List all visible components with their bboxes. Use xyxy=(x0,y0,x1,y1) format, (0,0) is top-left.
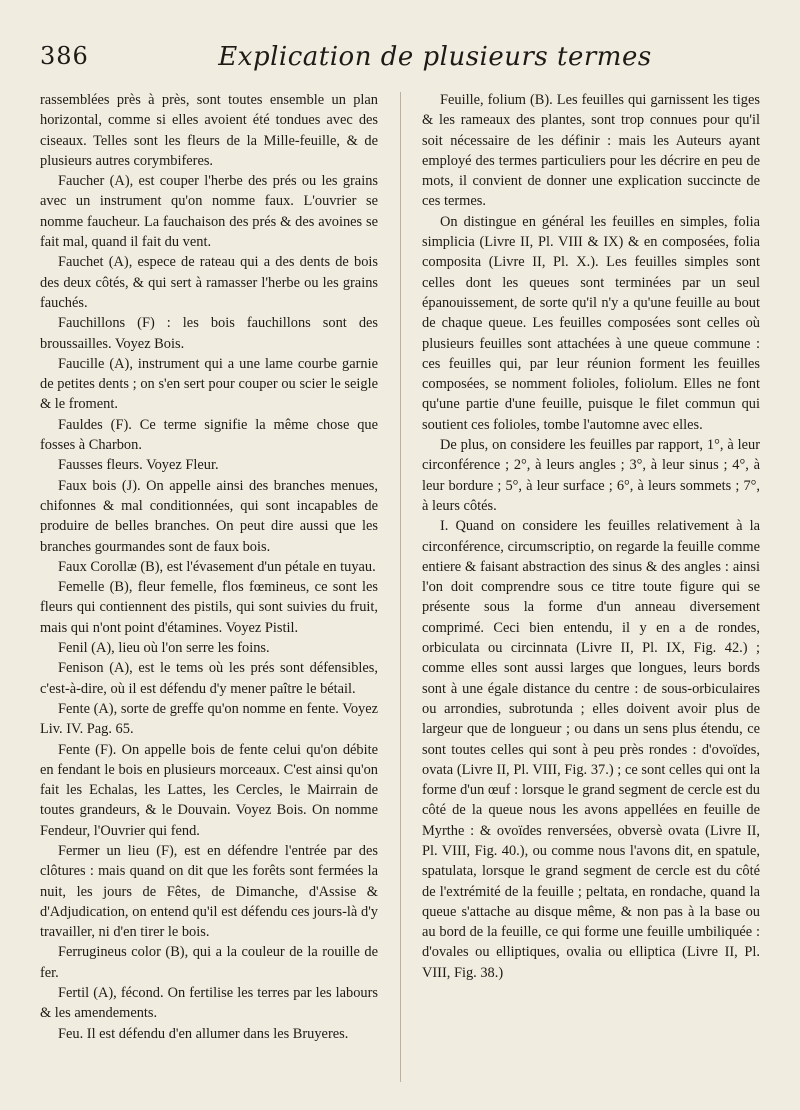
entry-feuille: Feuille, folium (B). Les feuilles qui garnissent les tiges & les rameaux des plantes, sont trop connues pour qu'il soit nécessaire de les définir : mais les Auteurs ayant employé des termes particuliers pour les décrire en peu de mots, il convient de donner une explication succincte de ces termes. xyxy=(422,92,760,210)
entry-fenil: Fenil (A), lieu où l'on serre les foins. xyxy=(58,640,270,657)
entry-fauchillons: Fauchillons (F) : les bois fauchillons sont des broussailles. Voyez Bois. xyxy=(40,315,378,352)
right-column xyxy=(422,90,760,983)
left-column xyxy=(40,90,378,1044)
entry-paragraph: rassemblées près à près, sont toutes ensemble un plan horizontal, comme si elles avoient été tondues avec des ciseaux. Telles sont les fleurs de la Mille-feuille, & de plusieurs autres corymbiferes. xyxy=(40,92,378,169)
page-number: 386 xyxy=(40,42,89,70)
page-header xyxy=(40,36,760,76)
paragraph-circonference: I. Quand on considere les feuilles relativement à la circonférence, circumscriptio, on regarde la feuille comme entiere & faisant abstraction des sinus & des angles : ainsi l'on doit comprendre sous ce titre toute figure qui se présente sous la forme d'un anneau diversement comprimé. Ceci bien entendu, il y en a de rondes, orbiculata ou circinnata (Livre II, Pl. IX, Fig. 42.) ; comme elles sont aussi larges que longues, leurs bords sont à une égale distance du centre : de sous-orbiculaires ou arrondies, subrotunda ; elles doivent avoir plus de largeur que de longueur ; ou dans un sens plus étendu, ce sont toutes celles qui sont à peu près rondes : d'ovoïdes, ovata (Livre II, Pl. VIII, Fig. 37.) ; ce sont celles qui ont la forme d'un œuf : lorsque le grand segment de cercle est du côté de la queue nous les avons appellées en feuille de Myrthe : & ovoïdes renversées, obversè ovata (Livre II, Pl. VIII, Fig. 40.), ou comme nous l'avons dit, en spatule, spatulata, lorsque le grand segment de cercle est du côté de l'extrémité de la feuille ; peltata, en rondache, quand la queue s'attache au disque même, & non pas à la base ou au bord de la feuille, ce qui forme une feuille umbiliquée : d'ovales ou elliptiques, ovalia ou elliptica (Livre II, Pl. VIII, Fig. 38.) xyxy=(422,518,760,981)
entry-ferrugineus: Ferrugineus color (B), qui a la couleur de la rouille de fer. xyxy=(40,944,378,981)
column-divider xyxy=(400,92,401,1082)
entry-fauldes: Fauldes (F). Ce terme signifie la même chose que fosses à Charbon. xyxy=(40,416,378,454)
entry-fenison: Fenison (A), est le tems où les prés sont défensibles, c'est-à-dire, où il est défendu d'y mener paître le bétail. xyxy=(40,660,378,697)
entry-fertil: Fertil (A), fécond. On fertilise les terres par les labours & les amendements. xyxy=(40,985,378,1022)
entry-femelle: Femelle (B), fleur femelle, flos fœmineus, ce sont les fleurs qui contiennent des pistils, qui sont suivies du fruit, mais qui n'ont point d'étamines. Voyez Pistil. xyxy=(40,579,378,636)
paragraph-rapports: De plus, on considere les feuilles par rapport, 1°, à leur circonférence ; 2°, à leurs angles ; 3°, à leur sinus ; 4°, à leur bordure ; 5°, à leur surface ; 6°, à leurs sommets ; 7°, à leurs côtés. xyxy=(422,437,760,514)
running-title: Explication de plusieurs termes xyxy=(218,42,652,72)
entry-faux-bois: Faux bois (J). On appelle ainsi des branches menues, chifonnes & mal conditionnées, qui sont incapables de produire de belles branches. On peut dire aussi que les branches gourmandes sont de faux bois. xyxy=(40,477,378,555)
paragraph-simple-composees: On distingue en général les feuilles en simples, folia simplicia (Livre II, Pl. VIII & IX) & en composées, folia composita (Livre II, Pl. X.). Les feuilles simples sont celles dont les queues sont terminées par un seul épanouissement, de sorte qu'il n'y a qu'une feuille au bout de chaque queue. Les feuilles composées sont celles où plusieurs feuilles sont attachées à une queue commune : ces feuilles qui, par leur réunion forment les feuilles composées, se nomment folioles, foliolum. Elles ne font qu'une partie d'une feuille, puisque le filet commun qui soutient ces folioles, tombe l'automne avec elles. xyxy=(422,213,760,433)
entry-faucille: Faucille (A), instrument qui a une lame courbe garnie de petites dents ; on s'en sert pour couper ou scier le seigle & le froment. xyxy=(40,355,378,413)
entry-feu: Feu. Il est défendu d'en allumer dans les Bruyeres. xyxy=(58,1025,349,1042)
entry-fente-f: Fente (F). On appelle bois de fente celui qu'on débite en fendant le bois en plusieurs morceaux. C'est ainsi qu'on fait les Echalas, les Lattes, les Cercles, le Mairrain de toutes grandeurs, & le Douvain. Voyez Bois. On nomme Fendeur, l'Ouvrier qui fend. xyxy=(40,741,378,839)
entry-faux-corollae: Faux Corollæ (B), est l'évasement d'un pétale en tuyau. xyxy=(58,558,376,575)
entry-fermer: Fermer un lieu (F), est en défendre l'entrée par des clôtures : mais quand on dit que les forêts sont fermées la nuit, les jours de Fêtes, de Dimanche, d'Assise & d'Adjudication, on entend qu'il est défendu ces jours-là d'y travailler, ni d'en tirer le bois. xyxy=(40,842,378,941)
entry-faucher: Faucher (A), est couper l'herbe des prés ou les grains avec un instrument qu'on nomme faux. L'ouvrier se nomme faucheur. La fauchaison des prés & des avoines se fait mal, quand il fait du vent. xyxy=(40,173,378,251)
entry-fausses-fleurs: Fausses fleurs. Voyez Fleur. xyxy=(58,457,219,474)
entry-fauchet: Fauchet (A), espece de rateau qui a des dents de bois des deux côtés, & qui sert à ramasser l'herbe ou les grains fauchés. xyxy=(40,254,378,311)
entry-fente-a: Fente (A), sorte de greffe qu'on nomme en fente. Voyez Liv. IV. Pag. 65. xyxy=(40,700,378,738)
